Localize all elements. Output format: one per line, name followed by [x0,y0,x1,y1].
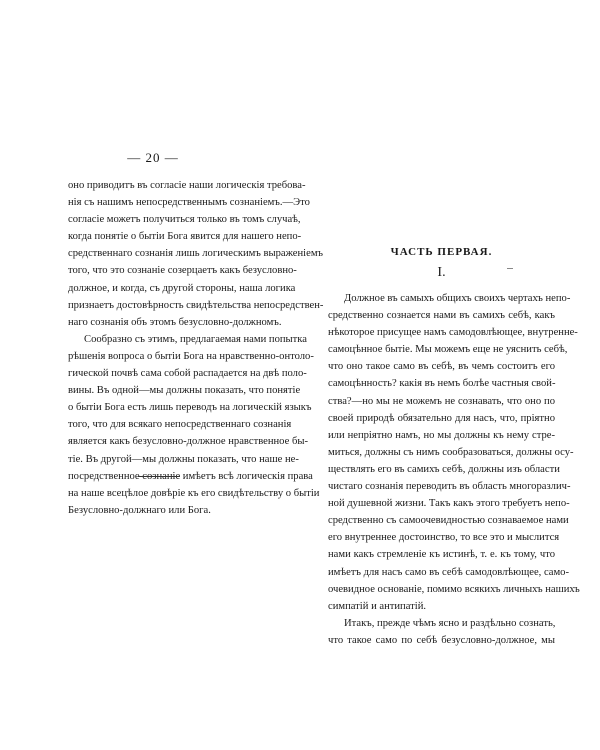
text-line: своей природѣ обязательно для насъ, что, пріятно [328,412,555,424]
text-line: чистаго сознанія переводить въ область многоразлич- [328,481,571,493]
right-column-text [328,290,580,649]
text-line: средственнаго сознанія лишь логическимъ выраженіемъ [68,248,324,260]
text-line: когда понятіе о бытіи Бога явится для нашего непо- [68,231,302,243]
text-line: ществлять его въ самихъ себѣ, должны изъ области [328,463,560,475]
text-line: вины. Въ одной—мы должны показать, что понятіе [68,385,301,397]
text-line: гической почвѣ сама собой распадается на двѣ поло- [68,368,307,380]
text-line: что оно такое само въ себѣ, въ чемъ состоитъ его [328,361,555,373]
text-line: наго сознанія объ этомъ безусловно-должномъ. [68,316,282,328]
text-line: посредственное сознаніе имѣетъ всѣ логическія права [68,470,313,482]
text-line: о бытіи Бога есть лишь переводъ на логическій языкъ [68,402,312,414]
text-line: того, что это сознаніе созерцаетъ какъ безусловно- [68,265,297,277]
text-line: Сообразно съ этимъ, предлагаемая нами попытка [84,333,307,345]
text-line: нами какъ стремленіе къ истинѣ, т. е. къ тому, что [328,549,555,561]
left-column-text [68,177,324,519]
text-line: является какъ безусловно-должное нравственное бы- [68,436,308,448]
text-line: средственно съ самоочевидностью сознаваемое нами [328,515,569,527]
text-line: Безусловно-должнаго или Бога. [68,504,211,516]
text-line: Должное въ самыхъ общихъ своихъ чертахъ непо- [344,293,571,304]
text-line: миться, должны съ нимъ сообразоваться, должны осу- [328,446,574,458]
text-line: что такое само по себѣ безусловно-должное, мы [328,634,555,646]
text-line: Итакъ, прежде чѣмъ ясно и раздѣльно сознать, [344,617,556,629]
text-line: тіе. Въ другой—мы должны показать, что наше не- [68,453,299,465]
text-line: ства?—но мы не можемъ не сознавать, что оно по [328,395,555,407]
text-line: согласіе можетъ получиться только въ томъ случаѣ, [68,214,301,226]
text-line: симпатій и антипатій. [328,600,427,612]
text-line: того, что для всякаго непосредственнаго сознанія [68,419,292,431]
print-speck [507,268,513,269]
text-line: самоцѣнное бытіе. Мы можемъ еще не уяснить себѣ, [328,344,568,356]
section-divider [138,476,180,477]
text-line: его внутреннее достоинство, то все это и мыслится [328,532,560,544]
text-line: самоцѣнность? какія въ немъ болѣе частныя свой- [328,378,556,390]
part-title: ЧАСТЬ ПЕРВАЯ. [390,246,493,258]
text-line: имѣетъ для насъ само въ себѣ самодовлѣющее, само- [328,566,570,578]
text-line: нѣкоторое присущее намъ самодовлѣющее, внутренне- [328,327,578,339]
chapter-number: I. [437,265,446,280]
text-line: на наше всецѣлое довѣріе къ его свидѣтельству о бытіи [68,487,320,499]
text-line: нія съ нашимъ непосредственнымъ сознаніемъ.—Это [68,197,310,209]
text-line: ной душевной жизни. Такъ какъ этого требуетъ непо- [328,498,570,510]
text-line: очевидное основаніе, помимо всякихъ личныхъ нашихъ [328,583,580,595]
text-line: или непріятно намъ, но мы должны къ нему стре- [328,429,555,441]
page-number: — 20 — [127,150,179,165]
text-line: средственно сознается нами въ самихъ себѣ, какъ [328,310,555,322]
text-line: оно приводитъ въ согласіе наши логическія требова- [68,180,306,191]
text-line: должное, и когда, съ другой стороны, наша логика [68,282,296,294]
text-line: признаетъ достовѣрность свидѣтельства непосредствен- [68,299,324,311]
text-line: рѣшенія вопроса о бытіи Бога на нравственно-онтоло- [68,350,314,362]
